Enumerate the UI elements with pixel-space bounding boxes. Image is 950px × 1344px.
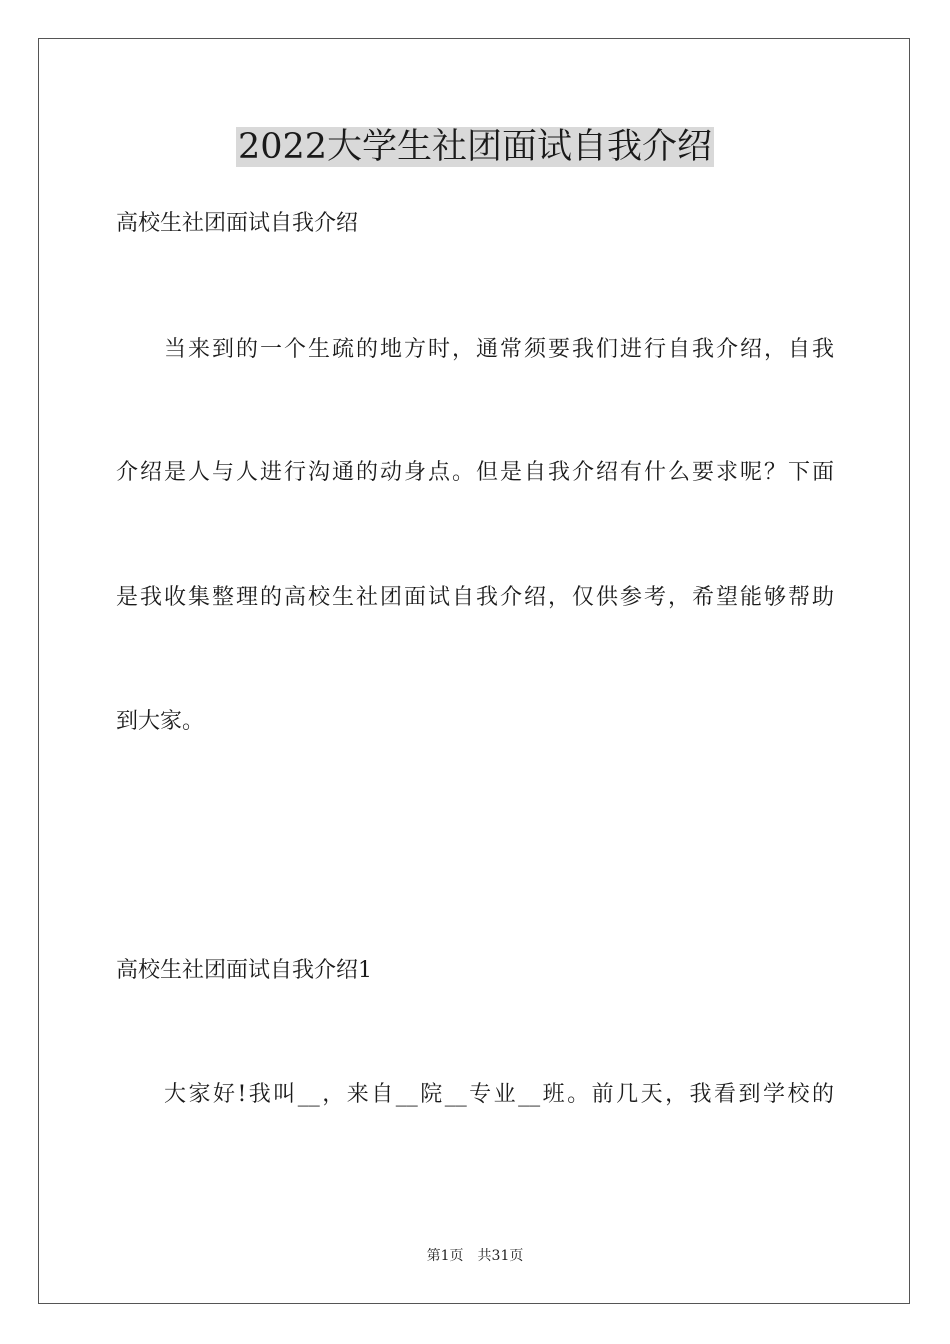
paragraph-line-1: 当来到的一个生疏的地方时，通常须要我们进行自我介绍，自我 [164, 337, 834, 362]
document-heading: 高校生社团面试自我介绍 [116, 211, 359, 236]
paragraph-line-4: 到大家。 [116, 709, 205, 734]
paragraph-line-3: 是我收集整理的高校生社团面试自我介绍，仅供参考，希望能够帮助 [116, 585, 834, 610]
section-paragraph-line-1: 大家好!我叫__，来自__院__专业__班。前几天，我看到学校的 [164, 1082, 834, 1107]
page-footer: 第1页 共31页 [426, 1248, 524, 1264]
section-heading: 高校生社团面试自我介绍1 [116, 958, 372, 983]
document-title [0, 124, 950, 170]
document-title-text: 2022大学生社团面试自我介绍 [237, 127, 713, 167]
paragraph-line-2: 介绍是人与人进行沟通的动身点。但是自我介绍有什么要求呢？下面 [116, 460, 834, 485]
